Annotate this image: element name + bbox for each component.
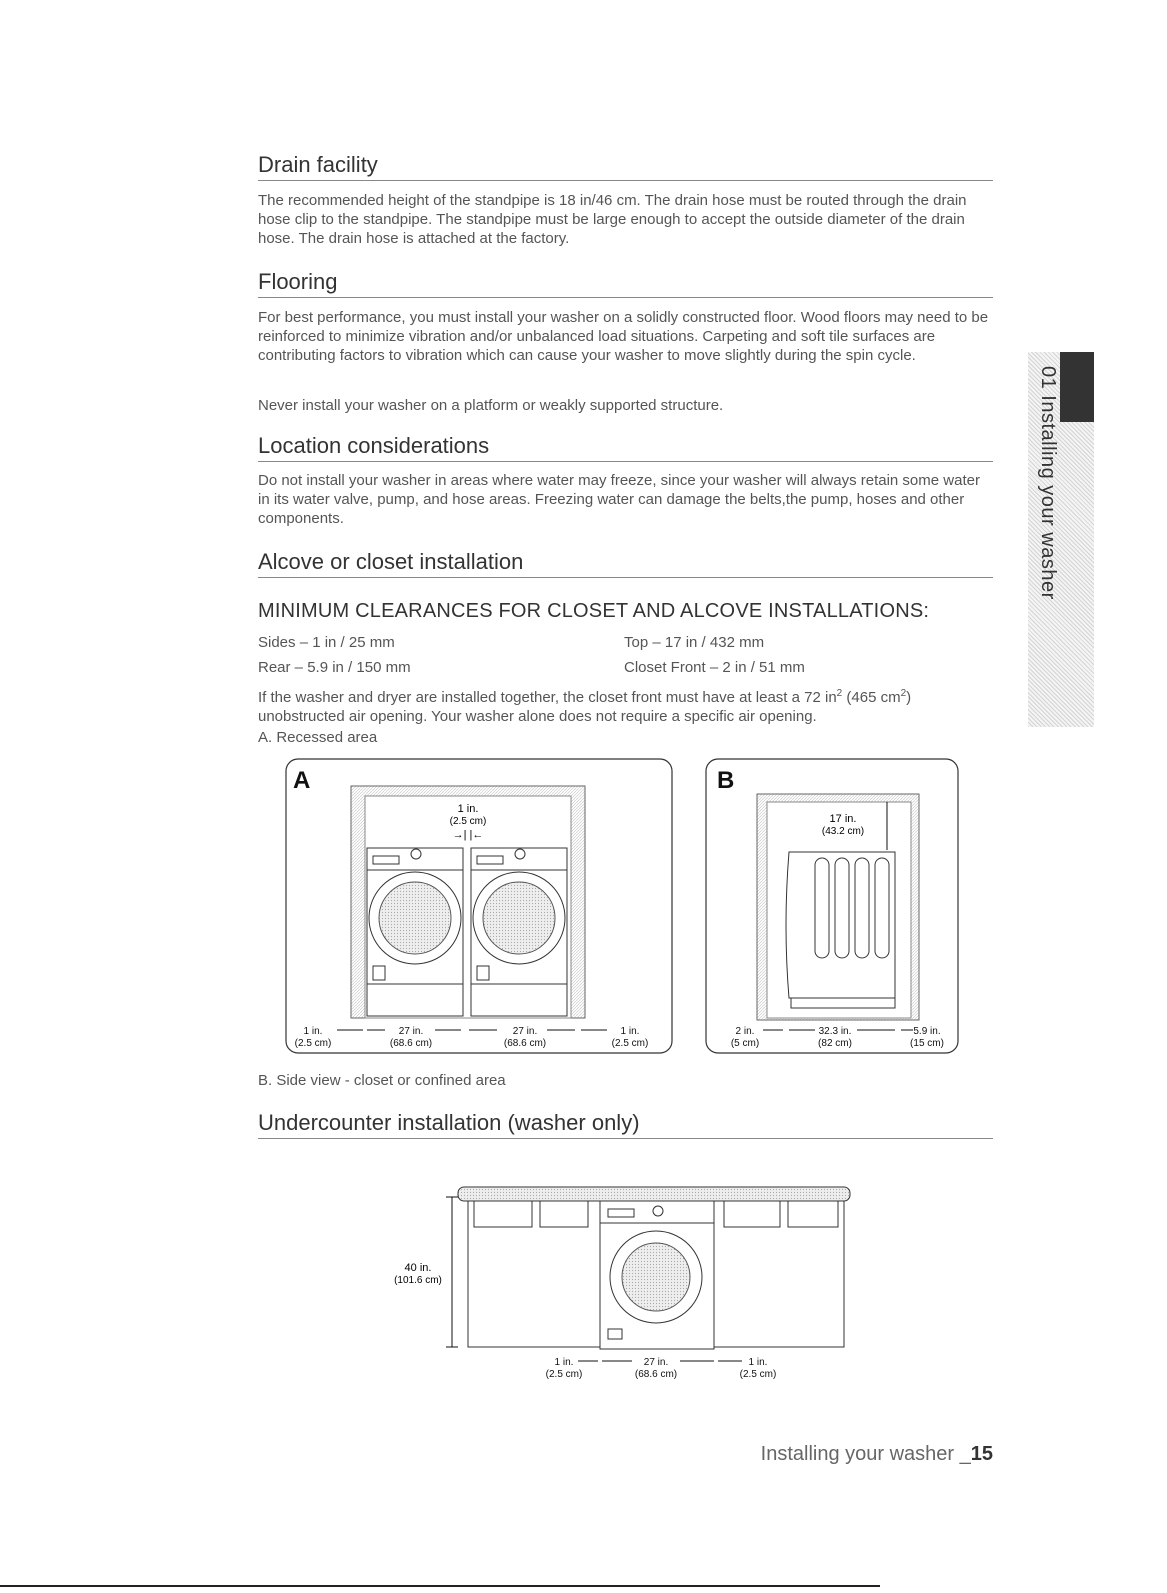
- dim-a2: 27 in.: [398, 1026, 424, 1037]
- clearance-sides: Sides – 1 in / 25 mm: [258, 634, 395, 651]
- dim-a1-cm: (2.5 cm): [294, 1038, 332, 1049]
- dim-b3-cm: (15 cm): [910, 1038, 944, 1049]
- washer-undercounter: [600, 1201, 714, 1349]
- chapter-side-tab: [1028, 352, 1094, 727]
- dim-b1-cm: (5 cm): [730, 1038, 760, 1049]
- bottom-rule: [0, 1585, 880, 1587]
- dim-a1: 1 in.: [303, 1026, 323, 1037]
- washer-side: [786, 852, 895, 1008]
- dim-b3: 5.9 in.: [913, 1026, 941, 1037]
- chapter-tab-label: 01 Installing your washer: [1037, 366, 1059, 600]
- section-body-location: Do not install your washer in areas where water may freeze, since your washer will always retain some water in its water valve, pump, and hose areas. Freezing water can damage the belts,the pump, hoses and other components.: [258, 472, 980, 527]
- gap-label: 1 in.: [457, 803, 479, 815]
- section-title-undercounter: Undercounter installation (washer only): [258, 1110, 993, 1139]
- dim-a4-cm: (2.5 cm): [611, 1038, 649, 1049]
- figure-c-undercounter: [388, 1185, 858, 1385]
- figure-a-recessed: [285, 758, 673, 1056]
- section-title-drain: Drain facility: [258, 152, 993, 181]
- dim-a3-cm: (68.6 cm): [503, 1038, 547, 1049]
- dim-a3: 27 in.: [512, 1026, 538, 1037]
- gap-arrows: →| |←: [452, 829, 484, 841]
- clearance-front: Closet Front – 2 in / 51 mm: [624, 659, 805, 676]
- dim-c3: 1 in.: [748, 1357, 768, 1368]
- section-body-flooring: For best performance, you must install your washer on a solidly constructed floor. Wood floors may need to be reinforced to minimize vibration and/or unbalanced load situations. Carpeting and soft tile surfaces are contributing factors to vibration which can cause your washer to move slightly during the spin cycle.: [258, 309, 989, 364]
- dim-c2: 27 in.: [643, 1357, 669, 1368]
- dim-b2-cm: (82 cm): [818, 1038, 852, 1049]
- figure-a-letter: A: [293, 767, 311, 794]
- dim-c1-cm: (2.5 cm): [545, 1369, 583, 1380]
- dim-c2-cm: (68.6 cm): [634, 1369, 678, 1380]
- caption-b: B. Side view - closet or confined area: [258, 1072, 506, 1089]
- dim-a2-cm: (68.6 cm): [389, 1038, 433, 1049]
- figure-b-letter: B: [717, 767, 735, 794]
- clearances-heading: MINIMUM CLEARANCES FOR CLOSET AND ALCOVE INSTALLATIONS:: [258, 600, 930, 622]
- dim-b2: 32.3 in.: [818, 1026, 852, 1037]
- dim-b-top-cm: (43.2 cm): [821, 826, 865, 837]
- countertop: [458, 1187, 850, 1201]
- air-opening-note: If the washer and dryer are installed together, the closet front must have at least a 72 $in^2$ (465 $cm^2$) unobstructed air opening. Your washer alone does not require a specific air opening.: [258, 688, 912, 725]
- gap-label-cm: (2.5 cm): [449, 816, 487, 827]
- section-body-drain: The recommended height of the standpipe is 18 in/46 cm. The drain hose must be routed through the drain hose clip to the standpipe. The standpipe must be large enough to accept the outside diameter of the drain hose. The drain hose is attached at the factory.: [258, 192, 967, 247]
- caption-a: A. Recessed area: [258, 729, 378, 746]
- chapter-tab-marker: [1060, 352, 1094, 422]
- section-body-flooring-2: Never install your washer on a platform or weakly supported structure.: [258, 397, 724, 414]
- figure-b-side-view: [705, 758, 959, 1056]
- clearance-rear: Rear – 5.9 in / 150 mm: [258, 659, 411, 676]
- dim-c-height-cm: (101.6 cm): [394, 1275, 442, 1286]
- dim-c-height: 40 in.: [404, 1262, 432, 1274]
- page-footer: [761, 1443, 993, 1466]
- dim-a4: 1 in.: [620, 1026, 640, 1037]
- clearance-top: Top – 17 in / 432 mm: [624, 634, 765, 651]
- washer-right: [471, 848, 567, 1016]
- dim-b1: 2 in.: [735, 1026, 755, 1037]
- section-title-flooring: Flooring: [258, 269, 993, 298]
- washer-left: [367, 848, 463, 1016]
- page-number: 15: [970, 1443, 993, 1465]
- footer-text: Installing your washer _: [760, 1443, 971, 1465]
- dim-b-top: 17 in.: [829, 813, 857, 825]
- dim-c1: 1 in.: [554, 1357, 574, 1368]
- section-title-alcove: Alcove or closet installation: [258, 549, 993, 578]
- section-title-location: Location considerations: [258, 433, 993, 462]
- dim-c3-cm: (2.5 cm): [739, 1369, 777, 1380]
